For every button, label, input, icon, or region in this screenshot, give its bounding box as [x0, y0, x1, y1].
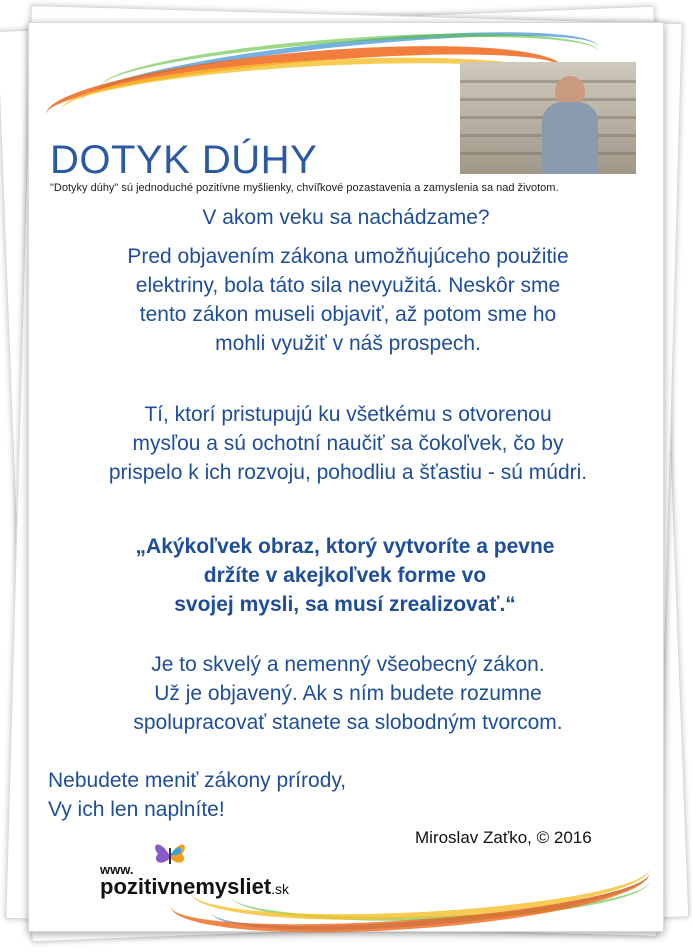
author-photo — [460, 62, 636, 174]
butterfly-icon — [150, 834, 190, 874]
quote: „Akýkoľvek obraz, ktorý vytvoríte a pevne držíte v akejkoľvek forme vo svojej mysli, sa musí zrealizovať.“ — [135, 535, 555, 616]
paragraph-3: Je to skvelý a nemenný všeobecný zákon. Už je objavený. Ak s ním budete rozumne spolupracovať stanete sa slobodným tvorcom. — [133, 653, 563, 734]
author-credit: Miroslav Zaťko, © 2016 — [415, 828, 592, 847]
paragraph-2: Tí, ktorí pristupujú ku všetkému s otvorenou mysľou a sú ochotní naučiť sa čokoľvek, čo by prispelo k ich rozvoju, pohodliu a šťastiu - sú múdri. — [108, 403, 588, 484]
subtitle: "Dotyky dúhy" sú jednoduché pozitívne myšlienky, chvíľkové pozastavenia a zamyslenia sa nad životom. — [50, 182, 559, 194]
paragraph-1: Pred objavením zákona umožňujúceho použitie elektriny, bola táto sila nevyužitá. Neskôr sme tento zákon museli objaviť, až potom sme ho mohli využiť v náš prospech. — [127, 245, 569, 355]
closing-text: Nebudete meniť zákony prírody, Vy ich len naplníte! — [48, 769, 347, 821]
page-title: DOTYK DÚHY — [50, 138, 318, 182]
person-body — [542, 102, 598, 174]
section-heading: V akom veku sa nachádzame? — [202, 206, 490, 229]
logo-domain: pozitivnemysliet.sk — [100, 874, 290, 899]
logo-www: www. — [100, 862, 134, 877]
